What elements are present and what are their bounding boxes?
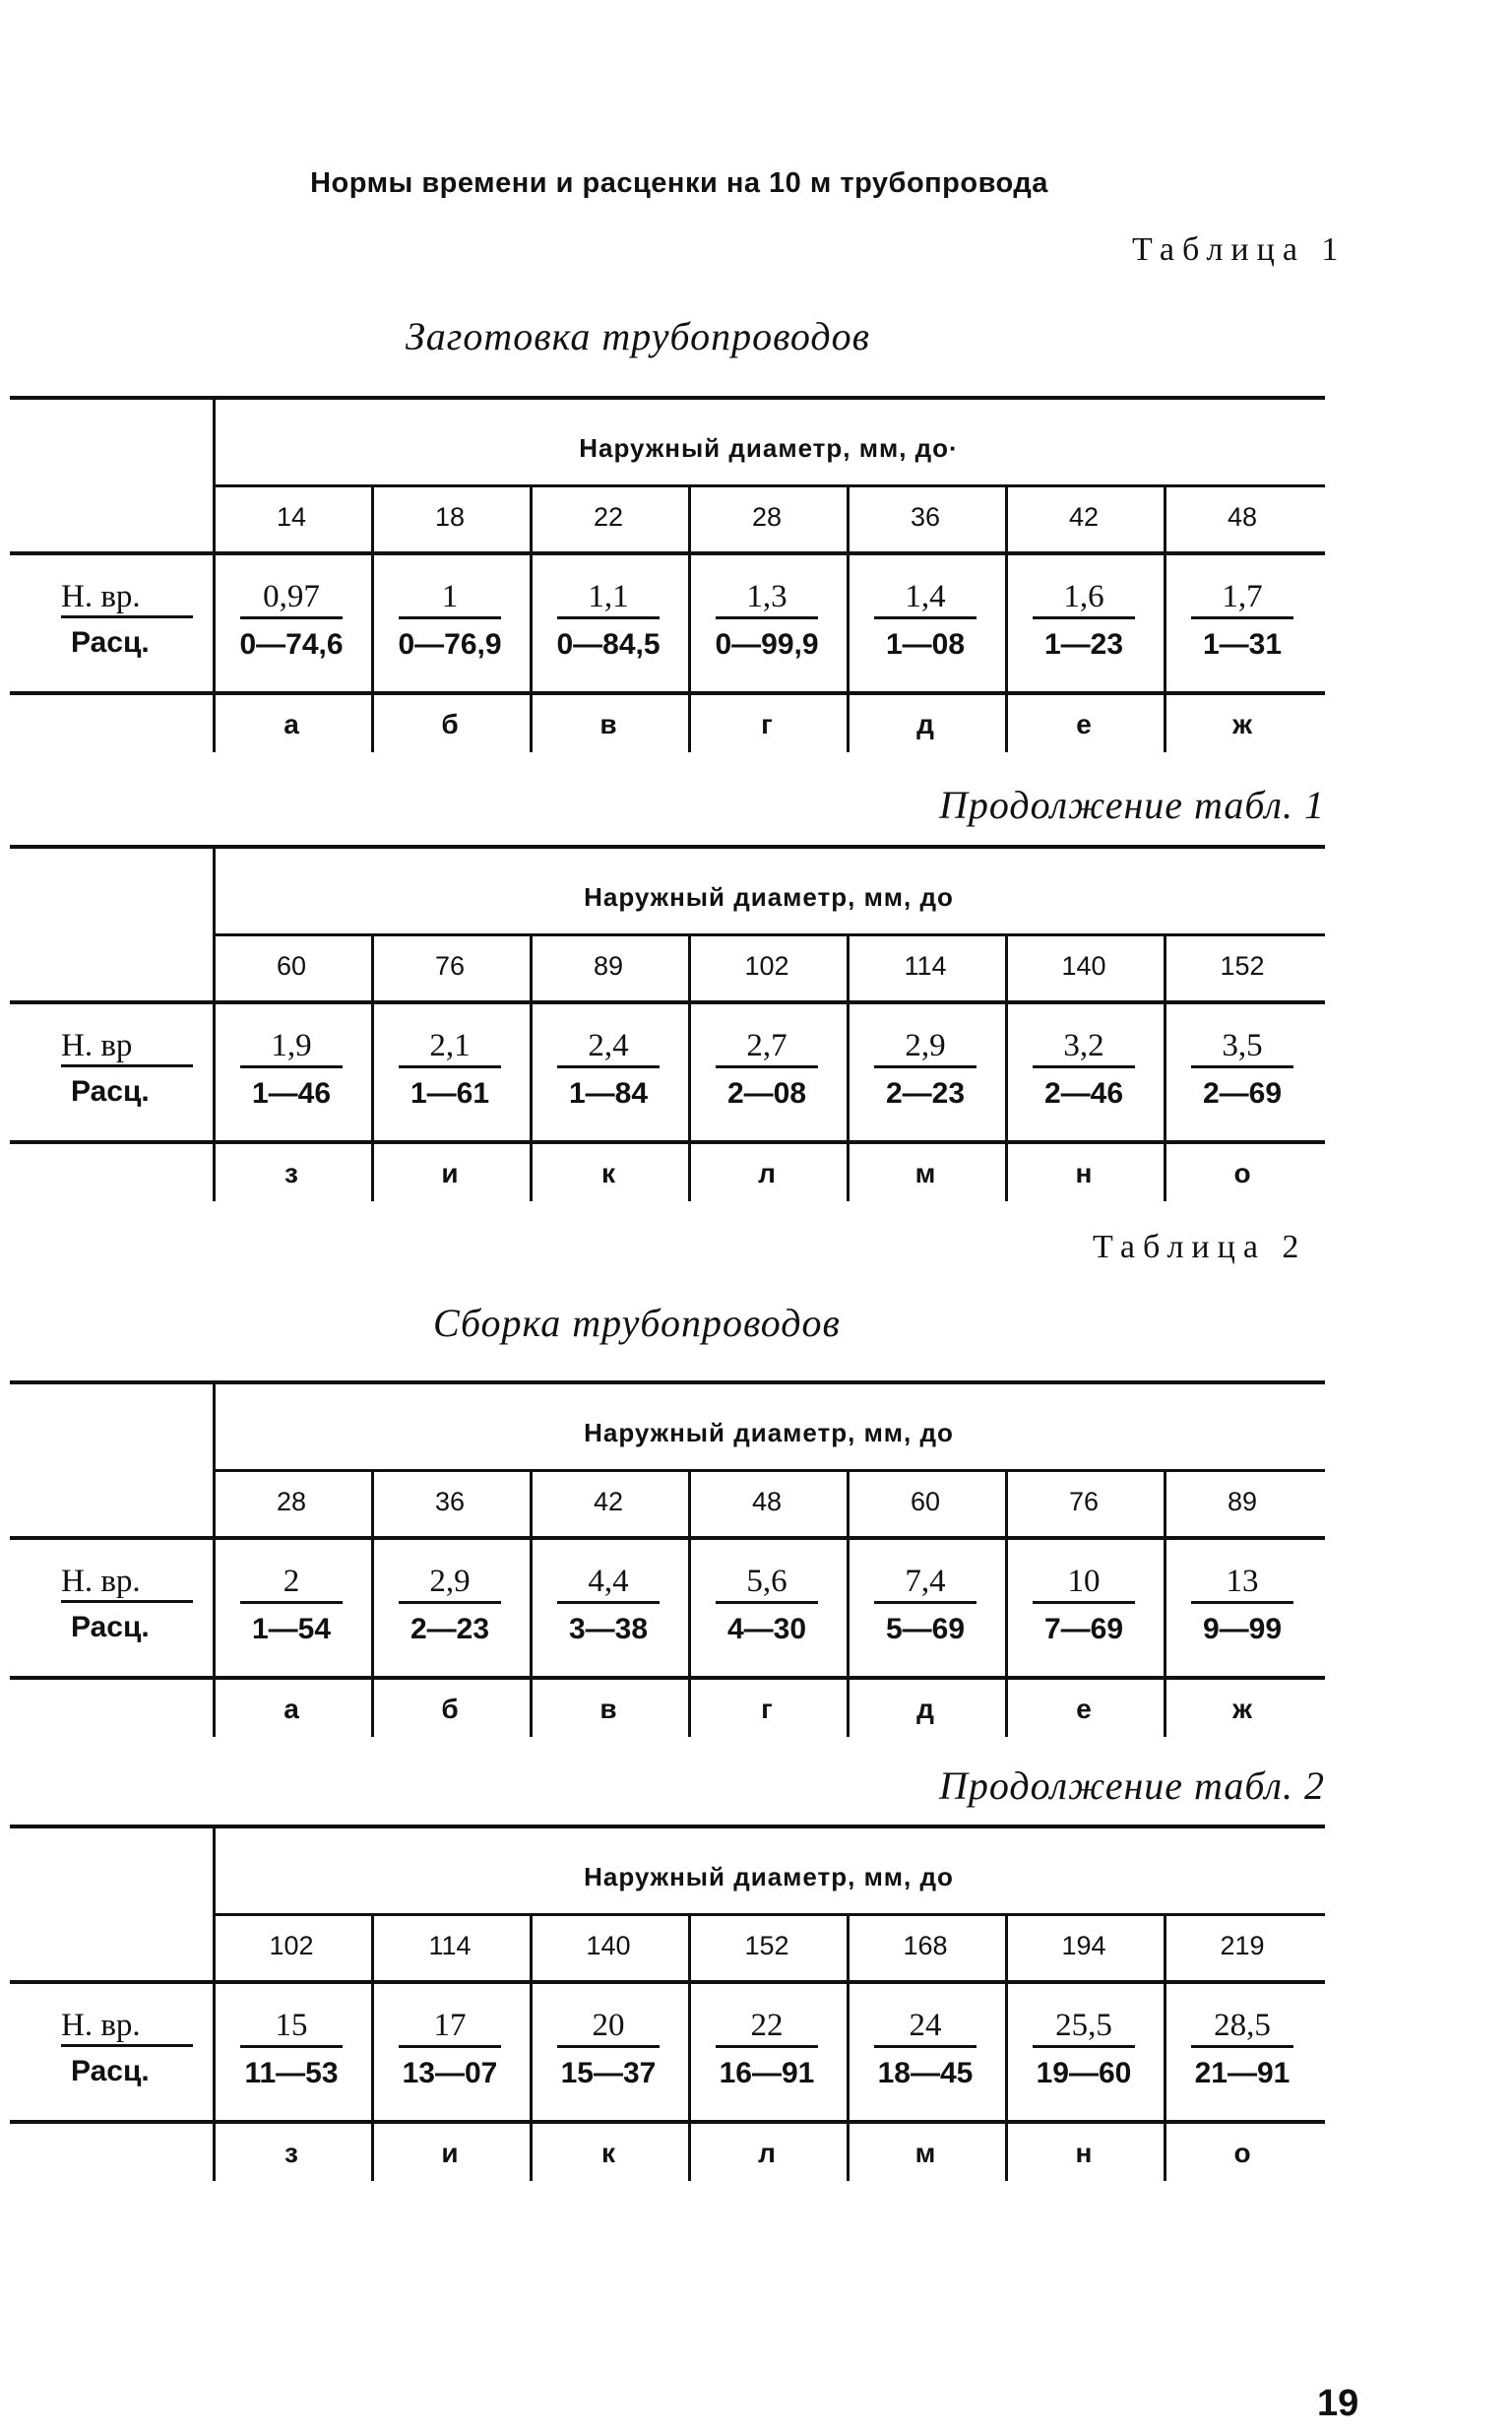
letter-cell: з xyxy=(284,1158,298,1188)
time-norm-value: 2,4 xyxy=(557,1028,660,1068)
row-label-rate: Расц. xyxy=(71,1611,150,1643)
time-norm-value: 2,1 xyxy=(399,1028,501,1068)
column-rule xyxy=(847,1536,850,1676)
diameter-cell: 152 xyxy=(1220,951,1265,981)
letter-cell: в xyxy=(599,1694,617,1724)
letter-cell: о xyxy=(1233,2138,1251,2168)
time-norm-cell xyxy=(371,579,529,619)
rate-cell: 13—07 xyxy=(402,2057,498,2089)
letter-cell: н xyxy=(1075,2138,1093,2168)
diameter-cell: 140 xyxy=(1061,951,1106,981)
letter-cell: а xyxy=(284,709,299,739)
diameter-cell: 76 xyxy=(1068,1487,1100,1516)
column-rule xyxy=(371,1000,374,1140)
diameter-cell: 89 xyxy=(1227,1487,1258,1516)
diameter-row-rule xyxy=(10,1536,1325,1540)
time-norm-cell xyxy=(371,1564,529,1604)
table-top-rule xyxy=(10,1825,1325,1828)
column-rule xyxy=(371,1536,374,1676)
time-norm-value: 10 xyxy=(1033,1564,1135,1604)
diameter-header: Наружный диаметр, мм, до xyxy=(584,1862,954,1891)
column-rule xyxy=(371,551,374,691)
letter-cell: е xyxy=(1076,1694,1092,1724)
letter-cell: л xyxy=(758,2138,776,2168)
time-norm-value: 2,9 xyxy=(399,1564,501,1604)
rate-cell: 0—74,6 xyxy=(239,628,344,661)
rate-cell: 1—61 xyxy=(410,1077,490,1110)
diameter-cell: 168 xyxy=(903,1931,948,1960)
letter-cell: а xyxy=(284,1694,299,1724)
time-norm-value: 13 xyxy=(1191,1564,1293,1604)
time-norm-cell xyxy=(688,1028,846,1068)
letter-cell: ж xyxy=(1232,1694,1252,1724)
rate-cell: 1—31 xyxy=(1202,628,1283,661)
rate-cell: 1—46 xyxy=(251,1077,332,1110)
column-rule xyxy=(847,1000,850,1140)
rate-cell: 9—99 xyxy=(1202,1613,1283,1645)
column-rule xyxy=(530,1000,533,1140)
values-bottom-rule xyxy=(10,1140,1325,1144)
letter-cell: д xyxy=(916,709,934,739)
row-label-rate: Расц. xyxy=(71,2055,150,2087)
rate-cell: 2—23 xyxy=(885,1077,966,1110)
time-norm-cell xyxy=(1005,1564,1163,1604)
rate-cell: 4—30 xyxy=(726,1613,807,1645)
table-top-rule xyxy=(10,396,1325,400)
diameter-cell: 114 xyxy=(428,1931,472,1960)
diameter-row-rule xyxy=(10,551,1325,555)
diameter-cell: 42 xyxy=(1068,502,1100,532)
diameter-cell: 28 xyxy=(276,1487,307,1516)
diameter-cell: 140 xyxy=(586,1931,631,1960)
time-norm-value: 1,6 xyxy=(1033,579,1135,619)
row-label-rate: Расц. xyxy=(71,1075,150,1108)
time-norm-value: 20 xyxy=(557,2008,660,2048)
rate-cell: 11—53 xyxy=(244,2057,339,2089)
diameter-cell: 152 xyxy=(744,1931,789,1960)
letter-cell: и xyxy=(441,1158,459,1188)
letter-cell: м xyxy=(914,2138,936,2168)
time-norm-value: 17 xyxy=(399,2008,501,2048)
time-norm-value: 28,5 xyxy=(1191,2008,1293,2048)
row-label-time-norm: Н. вр. xyxy=(61,579,193,618)
rate-cell: 16—91 xyxy=(719,2057,815,2089)
rate-cell: 2—69 xyxy=(1202,1077,1283,1110)
rate-cell: 1—54 xyxy=(251,1613,332,1645)
letter-cell: к xyxy=(600,2138,615,2168)
letter-cell: ж xyxy=(1232,709,1252,739)
diameter-cell: 22 xyxy=(593,502,624,532)
time-norm-value: 5,6 xyxy=(716,1564,818,1604)
time-norm-cell xyxy=(530,2008,687,2048)
time-norm-cell xyxy=(530,1564,687,1604)
rate-cell: 5—69 xyxy=(885,1613,966,1645)
letter-cell: г xyxy=(761,1694,773,1724)
table-top-rule xyxy=(10,845,1325,849)
rate-cell: 18—45 xyxy=(877,2057,974,2089)
page-header-title: Нормы времени и расценки на 10 м трубопровода xyxy=(310,167,1048,199)
time-norm-value: 2,7 xyxy=(716,1028,818,1068)
time-norm-cell xyxy=(371,1028,529,1068)
section-title-preparation: Заготовка трубопроводов xyxy=(406,314,870,358)
rate-cell: 2—08 xyxy=(726,1077,807,1110)
column-rule xyxy=(530,1980,533,2120)
letter-cell: б xyxy=(441,1694,459,1724)
diameter-cell: 60 xyxy=(910,1487,941,1516)
time-norm-cell xyxy=(688,1564,846,1604)
time-norm-value: 7,4 xyxy=(874,1564,976,1604)
time-norm-value: 0,97 xyxy=(240,579,343,619)
norm-table-1 xyxy=(10,396,1325,752)
time-norm-cell xyxy=(530,1028,687,1068)
letter-cell: и xyxy=(441,2138,459,2168)
column-rule xyxy=(1005,1000,1008,1140)
letter-cell: д xyxy=(916,1694,934,1724)
row-label-time-norm: Н. вр xyxy=(61,1028,193,1067)
values-bottom-rule xyxy=(10,691,1325,695)
norm-table-2 xyxy=(10,845,1325,1201)
column-rule xyxy=(1005,1980,1008,2120)
letter-cell: н xyxy=(1075,1158,1093,1188)
time-norm-cell xyxy=(213,579,370,619)
column-rule xyxy=(1164,1536,1166,1676)
time-norm-cell xyxy=(847,1028,1004,1068)
diameter-cell: 36 xyxy=(910,502,941,532)
column-rule xyxy=(688,1000,691,1140)
table-number-2: Таблица 2 xyxy=(1093,1229,1307,1265)
diameter-cell: 48 xyxy=(751,1487,783,1516)
diameter-cell: 28 xyxy=(751,502,783,532)
column-rule xyxy=(530,551,533,691)
diameter-cell: 102 xyxy=(744,951,789,981)
norm-table-3 xyxy=(10,1380,1325,1737)
rate-cell: 0—76,9 xyxy=(398,628,502,661)
column-rule xyxy=(530,1536,533,1676)
header-divider-rule xyxy=(213,933,1325,936)
letter-cell: б xyxy=(441,709,459,739)
letter-cell: е xyxy=(1076,709,1092,739)
column-rule xyxy=(688,551,691,691)
time-norm-cell xyxy=(847,2008,1004,2048)
rate-cell: 3—38 xyxy=(568,1613,649,1645)
continuation-title-1: Продолжение табл. 1 xyxy=(938,783,1325,827)
column-rule xyxy=(1164,551,1166,691)
diameter-row-rule xyxy=(10,1000,1325,1004)
time-norm-cell xyxy=(213,2008,370,2048)
header-divider-rule xyxy=(213,1469,1325,1472)
diameter-cell: 102 xyxy=(269,1931,314,1960)
diameter-cell: 219 xyxy=(1220,1931,1265,1960)
letter-cell: к xyxy=(600,1158,615,1188)
page-number: 19 xyxy=(1317,2383,1359,2424)
time-norm-value: 1,1 xyxy=(557,579,660,619)
values-bottom-rule xyxy=(10,1676,1325,1680)
time-norm-value: 25,5 xyxy=(1033,2008,1135,2048)
row-label-time-norm: Н. вр. xyxy=(61,2008,193,2047)
time-norm-cell xyxy=(847,1564,1004,1604)
letter-cell: о xyxy=(1233,1158,1251,1188)
diameter-cell: 114 xyxy=(904,951,947,981)
rate-cell: 7—69 xyxy=(1043,1613,1124,1645)
rate-cell: 0—99,9 xyxy=(715,628,819,661)
time-norm-value: 22 xyxy=(716,2008,818,2048)
column-rule xyxy=(1005,551,1008,691)
letter-cell: в xyxy=(599,709,617,739)
time-norm-value: 3,2 xyxy=(1033,1028,1135,1068)
diameter-cell: 14 xyxy=(276,502,307,532)
time-norm-value: 2 xyxy=(240,1564,343,1604)
column-rule xyxy=(847,1980,850,2120)
time-norm-cell xyxy=(1164,1564,1321,1604)
rate-cell: 19—60 xyxy=(1036,2057,1132,2089)
rate-cell: 1—08 xyxy=(885,628,966,661)
rate-cell: 21—91 xyxy=(1194,2057,1291,2089)
time-norm-cell xyxy=(1005,2008,1163,2048)
diameter-cell: 18 xyxy=(434,502,466,532)
rate-cell: 1—23 xyxy=(1043,628,1124,661)
rate-cell: 0—84,5 xyxy=(556,628,661,661)
letter-cell: м xyxy=(914,1158,936,1188)
table-top-rule xyxy=(10,1380,1325,1384)
time-norm-cell xyxy=(213,1564,370,1604)
column-rule xyxy=(1005,1536,1008,1676)
time-norm-value: 24 xyxy=(874,2008,976,2048)
column-rule xyxy=(1164,1980,1166,2120)
column-rule xyxy=(1164,1000,1166,1140)
diameter-cell: 76 xyxy=(434,951,466,981)
section-title-assembly: Сборка трубопроводов xyxy=(433,1301,841,1345)
diameter-cell: 42 xyxy=(593,1487,624,1516)
header-divider-rule xyxy=(213,1913,1325,1916)
row-label-rate: Расц. xyxy=(71,626,150,659)
time-norm-cell xyxy=(1164,1028,1321,1068)
continuation-title-2: Продолжение табл. 2 xyxy=(938,1763,1325,1808)
time-norm-value: 1 xyxy=(399,579,501,619)
time-norm-value: 1,4 xyxy=(874,579,976,619)
time-norm-cell xyxy=(530,579,687,619)
values-bottom-rule xyxy=(10,2120,1325,2124)
time-norm-value: 3,5 xyxy=(1191,1028,1293,1068)
time-norm-cell xyxy=(688,2008,846,2048)
diameter-cell: 48 xyxy=(1227,502,1258,532)
time-norm-value: 1,9 xyxy=(240,1028,343,1068)
diameter-row-rule xyxy=(10,1980,1325,1984)
time-norm-cell xyxy=(213,1028,370,1068)
column-rule xyxy=(371,1980,374,2120)
letter-cell: з xyxy=(284,2138,298,2168)
time-norm-cell xyxy=(1005,1028,1163,1068)
letter-cell: г xyxy=(761,709,773,739)
table-number-1: Таблица 1 xyxy=(1132,231,1347,268)
letter-cell: л xyxy=(758,1158,776,1188)
time-norm-cell xyxy=(371,2008,529,2048)
rate-cell: 2—23 xyxy=(410,1613,490,1645)
time-norm-value: 4,4 xyxy=(557,1564,660,1604)
time-norm-cell xyxy=(1164,579,1321,619)
time-norm-value: 1,3 xyxy=(716,579,818,619)
row-label-time-norm: Н. вр. xyxy=(61,1564,193,1603)
column-rule xyxy=(688,1980,691,2120)
rate-cell: 1—84 xyxy=(568,1077,649,1110)
time-norm-value: 2,9 xyxy=(874,1028,976,1068)
diameter-cell: 89 xyxy=(593,951,624,981)
rate-cell: 15—37 xyxy=(560,2057,657,2089)
diameter-header: Наружный диаметр, мм, до xyxy=(584,1418,954,1447)
time-norm-value: 15 xyxy=(240,2008,343,2048)
time-norm-cell xyxy=(1005,579,1163,619)
rate-cell: 2—46 xyxy=(1043,1077,1124,1110)
time-norm-value: 1,7 xyxy=(1191,579,1293,619)
time-norm-cell xyxy=(1164,2008,1321,2048)
diameter-cell: 36 xyxy=(434,1487,466,1516)
header-divider-rule xyxy=(213,484,1325,487)
time-norm-cell xyxy=(688,579,846,619)
time-norm-cell xyxy=(847,579,1004,619)
norm-table-4 xyxy=(10,1825,1325,2181)
diameter-cell: 194 xyxy=(1061,1931,1106,1960)
diameter-cell: 60 xyxy=(276,951,307,981)
diameter-header: Наружный диаметр, мм, до xyxy=(584,882,954,912)
diameter-header: Наружный диаметр, мм, до· xyxy=(579,433,959,463)
column-rule xyxy=(847,551,850,691)
column-rule xyxy=(688,1536,691,1676)
